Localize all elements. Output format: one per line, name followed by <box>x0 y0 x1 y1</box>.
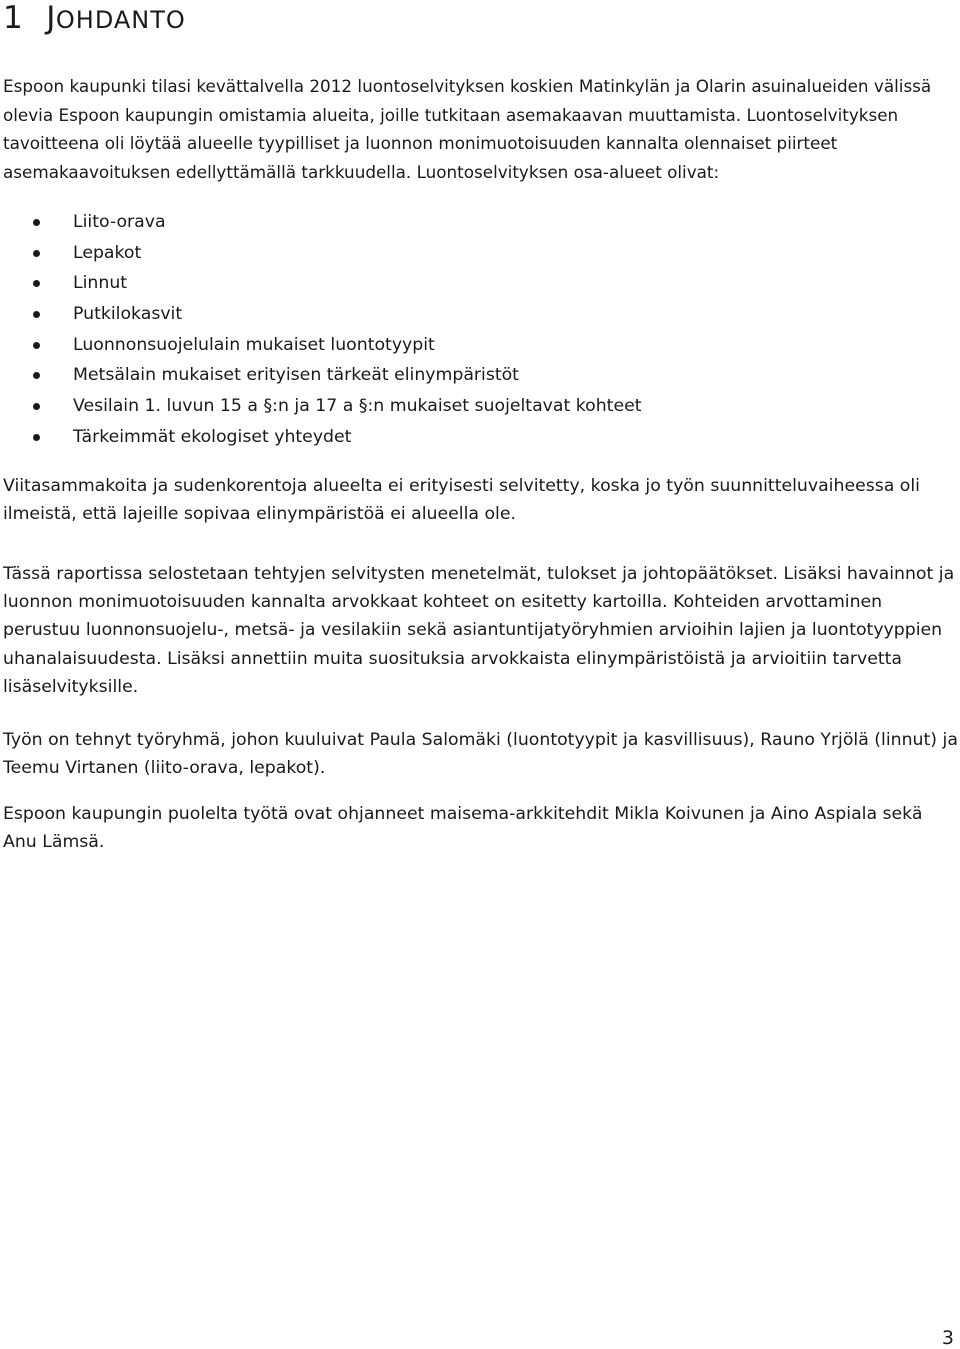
list-item <box>3 238 641 269</box>
list-item <box>3 330 641 361</box>
list-item-text: Lepakot <box>73 242 142 263</box>
bullet-icon <box>33 403 40 410</box>
list-item <box>3 422 641 453</box>
bullet-icon <box>33 250 40 257</box>
paragraph-report-contents: Tässä raportissa selostetaan tehtyjen selvitysten menetelmät, tulokset ja johtopäätökset. Lisäksi havainnot ja luonnon monimuotoisuuden kannalta arvokkaat kohteet on esitetty kartoilla. Kohteiden arvottaminen perustuu luonnonsuojelu-, metsä- ja vesilakiin sekä asiantuntijatyöryhmien arvioihin lajien ja luontotyyppien uhanalaisuudesta. Lisäksi annettiin muita suosituksia arvokkaista elinympäristöistä ja arvioitiin tarvetta lisäselvityksille. <box>3 564 955 697</box>
bullet-icon <box>33 372 40 379</box>
list-item-text: Putkilokasvit <box>73 304 183 325</box>
paragraph-working-group: Työn on tehnyt työryhmä, johon kuuluivat Paula Salomäki (luontotyypit ja kasvillisuus), Rauno Yrjölä (linnut) ja Teemu Virtanen (liito-orava, lepakot). <box>3 730 958 779</box>
list-item-text: Metsälain mukaiset erityisen tärkeät elinympäristöt <box>73 365 519 386</box>
list-item-text: Luonnonsuojelulain mukaiset luontotyypit <box>73 334 435 355</box>
list-item-text: Linnut <box>73 273 128 294</box>
bullet-icon <box>33 311 40 318</box>
section-number: 1 <box>3 0 24 36</box>
list-item <box>3 391 641 422</box>
list-item <box>3 299 641 330</box>
page-number: 3 <box>941 1327 954 1349</box>
section-title-initial: J <box>46 0 56 36</box>
paragraph-supervisors: Espoon kaupungin puolelta työtä ovat ohjanneet maisema-arkkitehdit Mikla Koivunen ja Aino Aspiala sekä Anu Lämsä. <box>3 804 923 853</box>
list-item <box>3 207 641 238</box>
section-title-rest: OHDANTO <box>55 6 186 34</box>
bullet-icon <box>33 219 40 226</box>
bullet-icon <box>33 434 40 441</box>
bullet-icon <box>33 280 40 287</box>
bullet-icon <box>33 342 40 349</box>
survey-topics-list <box>3 207 641 453</box>
intro-paragraph: Espoon kaupunki tilasi kevättalvella 2012 luontoselvityksen koskien Matinkylän ja Olarin asuinalueiden välissä olevia Espoon kaupungin omistamia alueita, joille tutkitaan asemakaavan muuttamista. Luontoselvityksen tavoitteena oli löytää alueelle tyypilliset ja luonnon monimuotoisuuden kannalta olennaiset piirteet asemakaavoituksen edellyttämällä tarkkuudella. Luontoselvityksen osa-alueet olivat: <box>3 76 932 183</box>
list-item-text: Vesilain 1. luvun 15 a §:n ja 17 a §:n mukaiset suojeltavat kohteet <box>73 396 642 417</box>
section-heading <box>3 2 186 36</box>
list-item <box>3 360 641 391</box>
list-item <box>3 268 641 299</box>
list-item-text: Tärkeimmät ekologiset yhteydet <box>73 426 352 447</box>
list-item-text: Liito-orava <box>73 212 166 232</box>
paragraph-excluded-species: Viitasammakoita ja sudenkorentoja alueelta ei erityisesti selvitetty, koska jo työn suunnitteluvaiheessa oli ilmeistä, että lajeille sopivaa elinympäristöä ei alueella ole. <box>3 476 920 525</box>
